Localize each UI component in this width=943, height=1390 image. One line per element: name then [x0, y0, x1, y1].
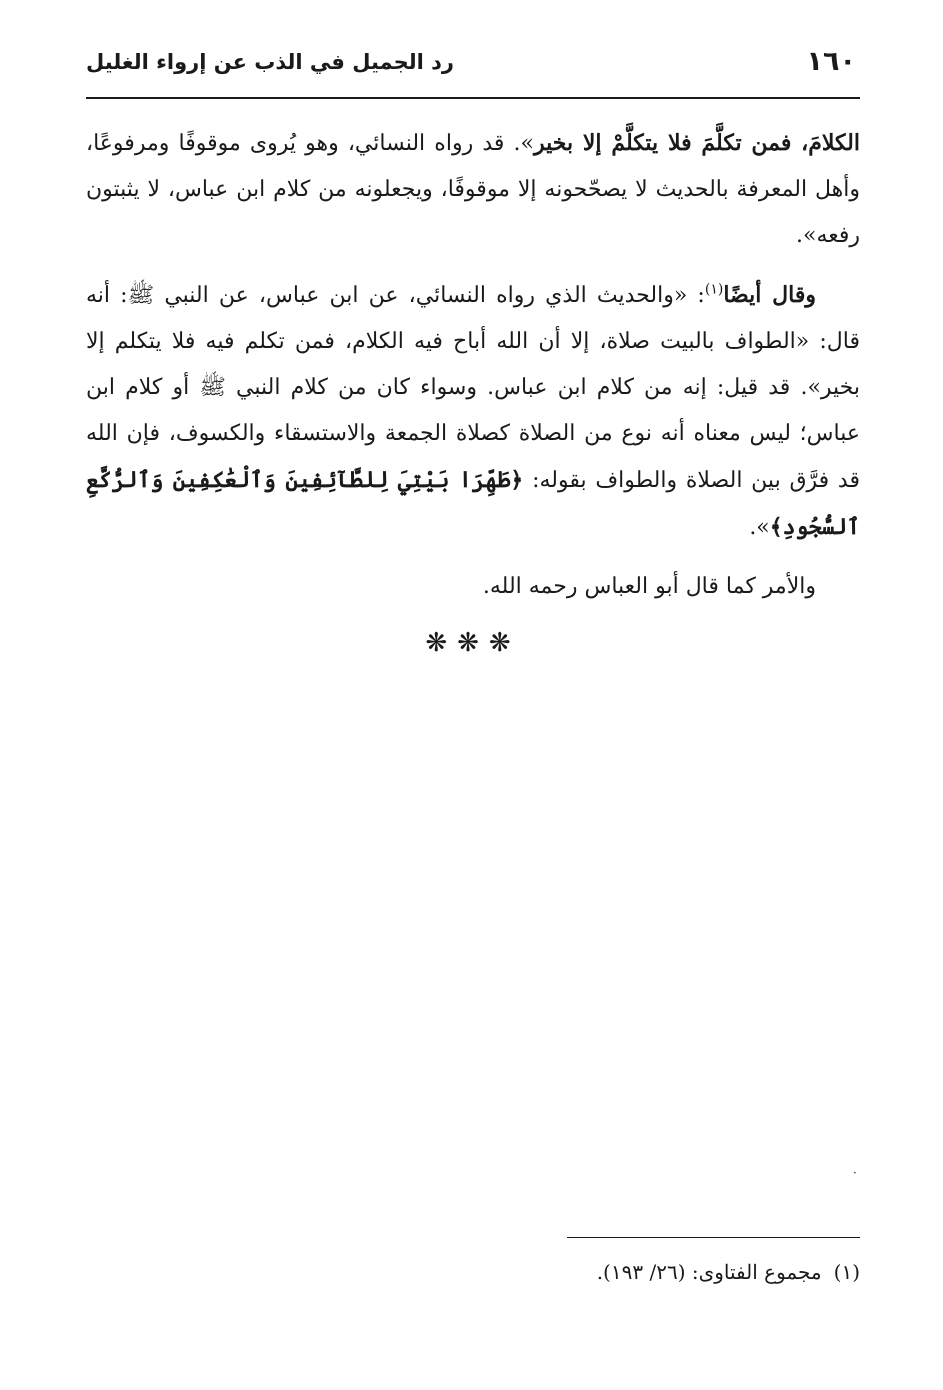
paragraph-1-bold-quote: الكلامَ، فمن تكلَّمَ فلا يتكلَّمْ إلا بخير: [533, 130, 860, 156]
page-header: [86, 40, 860, 90]
scan-speck: ·: [853, 1166, 857, 1180]
paragraph-2-lead: وقال أيضًا: [723, 282, 816, 308]
footnote-text: مجموع الفتاوى: (٢٦/ ١٩٣).: [596, 1260, 822, 1284]
section-ornament: ❋❋❋: [425, 628, 521, 658]
footnote: [86, 1254, 860, 1290]
main-text: [86, 120, 860, 623]
footnote-reference[interactable]: (١): [704, 281, 724, 298]
running-title: رد الجميل في الذب عن إرواء الغليل: [86, 50, 455, 74]
paragraph-2-text: : «والحديث الذي رواه النسائي، عن ابن عباس، عن النبي ﷺ: أنه قال: «الطواف بالبيت صلاة، إلا أن الله أباح فيه الكلام، فمن تكلم فيه فلا يتكلم إلا بخير». قد قيل: إنه من كلام ابن عباس. وسواء كان من كلام النبي ﷺ أو كلام ابن عباس؛ ليس معناه أنه نوع من الصلاة كصلاة الجمعة والاستسقاء والكسوف، فإن الله قد فرَّق بين الصلاة والطواف بقوله:: [86, 283, 860, 493]
paragraph-2: [86, 272, 860, 551]
header-rule: [86, 97, 860, 99]
paragraph-3-text: والأمر كما قال أبو العباس رحمه الله.: [482, 574, 816, 599]
footnote-rule: [567, 1237, 860, 1238]
paragraph-3: [86, 564, 860, 610]
paragraph-1-text: ». قد رواه النسائي، وهو يُروى موقوفًا ومرفوعًا، وأهل المعرفة بالحديث لا يصحّحونه إلا موقوفًا، ويجعلونه من كلام ابن عباس، لا يثبتون رفعه».: [86, 131, 860, 248]
quran-verse: ﴿طَهِّرَا بَيْتِيَ لِلطَّآئِفِينَ وَٱلْعَٰكِفِينَ وَٱلرُّكَّعِ ٱلسُّجُودِ﴾: [86, 467, 860, 540]
paragraph-1: [86, 120, 860, 259]
paragraph-2-end: ».: [749, 515, 770, 540]
footnote-marker: (١): [833, 1260, 860, 1284]
page-number: ١٦٠: [806, 46, 856, 77]
